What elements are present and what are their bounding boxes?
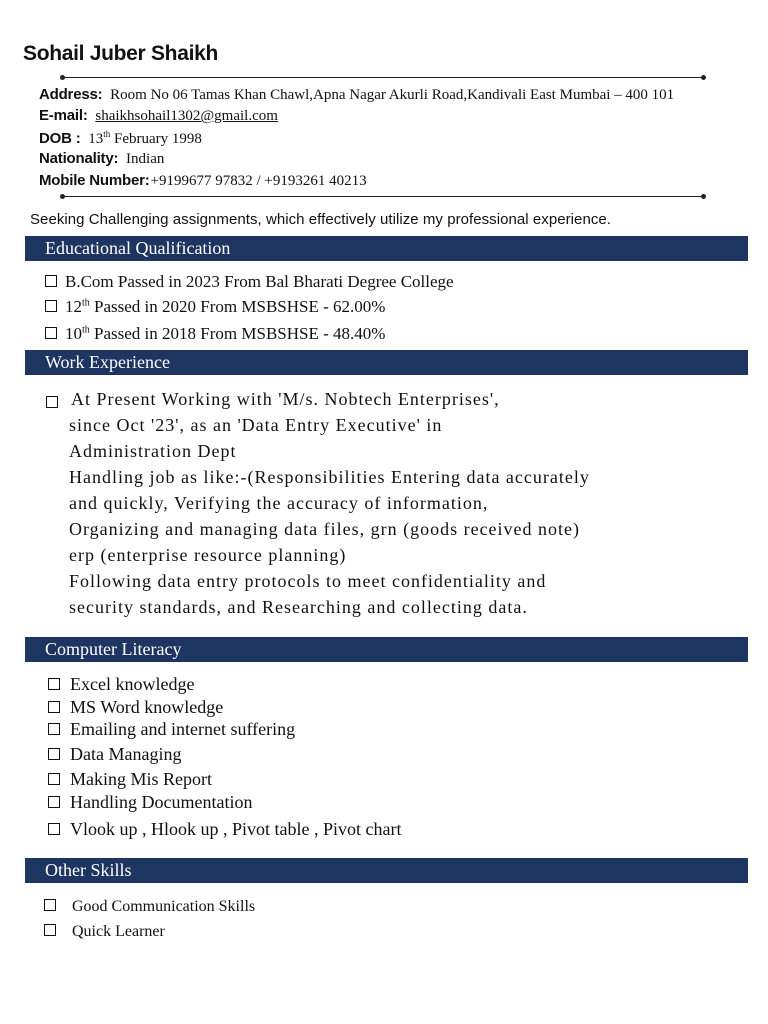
nationality-value: Indian xyxy=(126,151,165,167)
candidate-name: Sohail Juber Shaikh xyxy=(23,42,219,65)
nationality-label: Nationality: xyxy=(39,150,119,167)
computer-skill-item: Vlook up , Hlook up , Pivot table , Pivot chart xyxy=(48,819,401,840)
dob-value: 13th February 1998 xyxy=(88,129,202,147)
checkbox-icon xyxy=(48,823,60,835)
header-divider-top xyxy=(62,77,704,78)
work-line: security standards, and Researching and collecting data. xyxy=(69,597,528,617)
mobile-value: +9199677 97832 / +9193261 40213 xyxy=(150,173,367,189)
address-row xyxy=(39,86,674,104)
address-value: Room No 06 Tamas Khan Chawl,Apna Nagar Akurli Road,Kandivali East Mumbai – 400 101 xyxy=(110,87,675,103)
checkbox-icon xyxy=(45,300,57,312)
other-skill-item: Good Communication Skills xyxy=(44,898,255,916)
checkbox-icon xyxy=(44,924,56,936)
address-label: Address: xyxy=(39,86,103,103)
header-divider-bottom xyxy=(62,196,704,197)
section-education-heading: Educational Qualification xyxy=(25,236,748,261)
checkbox-icon xyxy=(48,723,60,735)
work-line: since Oct '23', as an 'Data Entry Executive' in xyxy=(69,415,443,435)
work-line: Organizing and managing data files, grn (goods received note) xyxy=(69,519,581,539)
mobile-label: Mobile Number: xyxy=(39,172,150,189)
computer-skill-item: Making Mis Report xyxy=(48,769,212,790)
checkbox-icon xyxy=(48,796,60,808)
computer-skill-item: Handling Documentation xyxy=(48,792,252,813)
work-line: Administration Dept xyxy=(69,441,237,461)
section-other-skills-heading: Other Skills xyxy=(25,858,748,883)
checkbox-icon xyxy=(45,327,57,339)
section-computer-heading: Computer Literacy xyxy=(25,637,748,662)
mobile-row xyxy=(39,172,367,190)
email-label: E-mail: xyxy=(39,107,88,124)
computer-skill-item: Emailing and internet suffering xyxy=(48,719,295,740)
checkbox-icon xyxy=(44,899,56,911)
education-item: B.Com Passed in 2023 From Bal Bharati Degree College xyxy=(45,272,454,292)
checkbox-icon xyxy=(48,773,60,785)
education-item: 10th Passed in 2018 From MSBSHSE - 48.40% xyxy=(45,324,385,344)
work-line: Handling job as like:-(Responsibilities Entering data accurately xyxy=(69,467,590,487)
checkbox-icon xyxy=(48,678,60,690)
work-line: and quickly, Verifying the accuracy of information, xyxy=(69,493,489,513)
other-skill-item: Quick Learner xyxy=(44,923,165,941)
computer-skill-item: Data Managing xyxy=(48,744,181,765)
work-line: Following data entry protocols to meet confidentiality and xyxy=(69,571,547,591)
dob-label: DOB : xyxy=(39,130,81,147)
nationality-row xyxy=(39,150,164,168)
computer-skill-item: MS Word knowledge xyxy=(48,697,223,718)
section-work-heading: Work Experience xyxy=(25,350,748,375)
dob-row xyxy=(39,129,202,148)
objective-statement: Seeking Challenging assignments, which effectively utilize my professional experience. xyxy=(30,211,611,228)
work-line: At Present Working with 'M/s. Nobtech Enterprises', xyxy=(71,389,500,409)
checkbox-icon xyxy=(45,275,57,287)
computer-skill-item: Excel knowledge xyxy=(48,674,194,695)
education-item: 12th Passed in 2020 From MSBSHSE - 62.00% xyxy=(45,297,385,317)
email-row xyxy=(39,107,278,125)
checkbox-icon xyxy=(48,748,60,760)
checkbox-icon xyxy=(46,396,58,408)
email-link[interactable]: shaikhsohail1302@gmail.com xyxy=(95,108,278,124)
work-line: erp (enterprise resource planning) xyxy=(69,545,347,565)
checkbox-icon xyxy=(48,701,60,713)
